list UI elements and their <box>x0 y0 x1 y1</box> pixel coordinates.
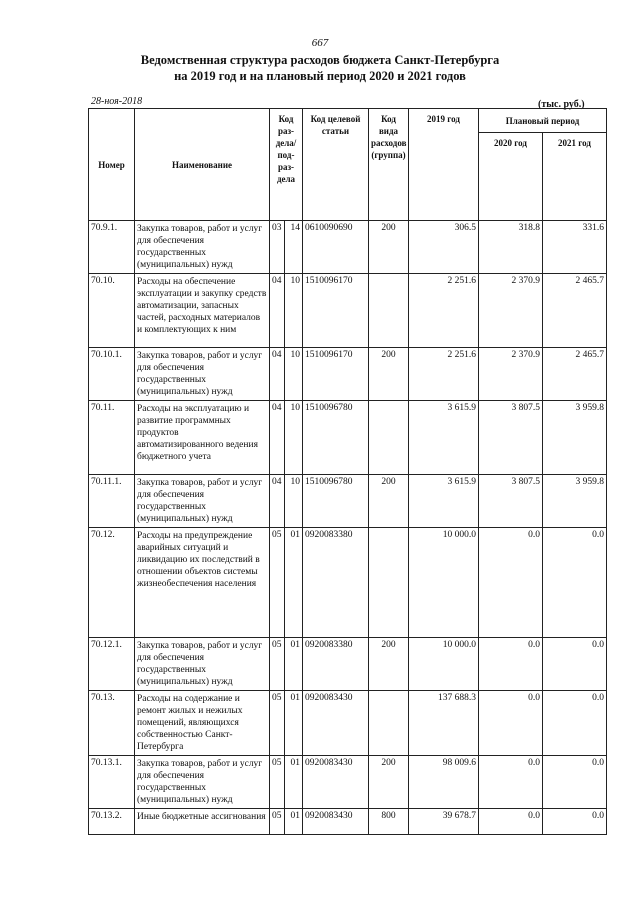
row-amount-2020: 0.0 <box>479 528 543 638</box>
row-section-code: 05 <box>270 809 285 835</box>
row-target-code: 0920083430 <box>303 691 369 756</box>
row-amount-2019: 3 615.9 <box>409 475 479 528</box>
row-amount-2020: 0.0 <box>479 756 543 809</box>
row-amount-2021: 0.0 <box>543 691 607 756</box>
row-amount-2021: 0.0 <box>543 638 607 691</box>
row-amount-2021: 2 465.7 <box>543 274 607 348</box>
table-row <box>89 809 607 835</box>
row-section-code: 04 <box>270 475 285 528</box>
row-target-code: 1510096780 <box>303 401 369 475</box>
header-target-code: Код целевой статьи <box>303 109 369 221</box>
table-row <box>89 401 607 475</box>
header-2020: 2020 год <box>479 133 543 221</box>
row-amount-2021: 0.0 <box>543 756 607 809</box>
row-name: Расходы на обеспечение эксплуатации и закупку средств автоматизации, запасных частей, расходных материалов и комплектующих к ним <box>135 274 270 348</box>
row-amount-2019: 39 678.7 <box>409 809 479 835</box>
row-expense-type: 200 <box>369 475 409 528</box>
row-number: 70.13. <box>89 691 135 756</box>
row-number: 70.11.1. <box>89 475 135 528</box>
row-amount-2019: 3 615.9 <box>409 401 479 475</box>
row-subsection-code: 01 <box>285 638 303 691</box>
row-amount-2021: 3 959.8 <box>543 401 607 475</box>
row-name: Закупка товаров, работ и услуг для обеспечения государственных (муниципальных) нужд <box>135 638 270 691</box>
row-subsection-code: 10 <box>285 401 303 475</box>
row-name: Закупка товаров, работ и услуг для обеспечения государственных (муниципальных) нужд <box>135 221 270 274</box>
row-amount-2020: 3 807.5 <box>479 401 543 475</box>
document-title <box>0 52 640 84</box>
header-2019: 2019 год <box>409 109 479 221</box>
table-row <box>89 756 607 809</box>
row-amount-2019: 306.5 <box>409 221 479 274</box>
row-subsection-code: 10 <box>285 475 303 528</box>
header-planned-period: Плановый период <box>479 109 607 133</box>
header-name: Наименование <box>135 109 270 221</box>
row-section-code: 04 <box>270 348 285 401</box>
row-expense-type: 200 <box>369 756 409 809</box>
header-expense-type: Код вида расходов (группа) <box>369 109 409 221</box>
row-amount-2020: 0.0 <box>479 809 543 835</box>
row-section-code: 05 <box>270 691 285 756</box>
row-amount-2020: 2 370.9 <box>479 274 543 348</box>
row-subsection-code: 10 <box>285 348 303 401</box>
row-subsection-code: 01 <box>285 809 303 835</box>
units-label: (тыс. руб.) <box>538 99 585 110</box>
row-name: Расходы на содержание и ремонт жилых и нежилых помещений, являющихся собственностью Санкт-Петербурга <box>135 691 270 756</box>
row-number: 70.11. <box>89 401 135 475</box>
header-number: Номер <box>89 109 135 221</box>
row-amount-2019: 2 251.6 <box>409 274 479 348</box>
row-target-code: 0920083430 <box>303 756 369 809</box>
row-expense-type: 200 <box>369 638 409 691</box>
header-2021: 2021 год <box>543 133 607 221</box>
table-row <box>89 348 607 401</box>
row-number: 70.10. <box>89 274 135 348</box>
row-name: Закупка товаров, работ и услуг для обеспечения государственных (муниципальных) нужд <box>135 756 270 809</box>
row-amount-2021: 2 465.7 <box>543 348 607 401</box>
row-amount-2021: 0.0 <box>543 809 607 835</box>
row-amount-2021: 3 959.8 <box>543 475 607 528</box>
row-expense-type: 200 <box>369 348 409 401</box>
title-line-2: на 2019 год и на плановый период 2020 и 2021 годов <box>174 69 466 83</box>
row-amount-2021: 331.6 <box>543 221 607 274</box>
table-row <box>89 638 607 691</box>
row-name: Закупка товаров, работ и услуг для обеспечения государственных (муниципальных) нужд <box>135 348 270 401</box>
row-subsection-code: 01 <box>285 528 303 638</box>
page-number: 667 <box>311 37 329 49</box>
row-number: 70.9.1. <box>89 221 135 274</box>
row-target-code: 0610090690 <box>303 221 369 274</box>
row-amount-2019: 2 251.6 <box>409 348 479 401</box>
row-amount-2021: 0.0 <box>543 528 607 638</box>
row-amount-2019: 137 688.3 <box>409 691 479 756</box>
header-section-code: Код раз- дела/ под- раз- дела <box>270 109 303 221</box>
row-section-code: 04 <box>270 401 285 475</box>
row-expense-type <box>369 528 409 638</box>
row-amount-2019: 10 000.0 <box>409 638 479 691</box>
document-date: 28-ноя-2018 <box>91 96 143 107</box>
row-expense-type: 800 <box>369 809 409 835</box>
row-target-code: 0920083430 <box>303 809 369 835</box>
row-name: Расходы на предупреждение аварийных ситуаций и ликвидацию их последствий в отношении объектов системы жизнеобеспечения населения <box>135 528 270 638</box>
row-amount-2019: 10 000.0 <box>409 528 479 638</box>
row-target-code: 0920083380 <box>303 638 369 691</box>
title-line-1: Ведомственная структура расходов бюджета Санкт-Петербурга <box>140 53 500 67</box>
row-amount-2020: 3 807.5 <box>479 475 543 528</box>
row-number: 70.12. <box>89 528 135 638</box>
row-expense-type <box>369 401 409 475</box>
table-row <box>89 691 607 756</box>
row-target-code: 1510096170 <box>303 274 369 348</box>
table-row <box>89 528 607 638</box>
table-row <box>89 475 607 528</box>
row-amount-2020: 0.0 <box>479 638 543 691</box>
row-subsection-code: 14 <box>285 221 303 274</box>
row-subsection-code: 10 <box>285 274 303 348</box>
row-amount-2020: 0.0 <box>479 691 543 756</box>
row-name: Расходы на эксплуатацию и развитие программных продуктов автоматизированного ведения бюджетного учета <box>135 401 270 475</box>
row-name: Закупка товаров, работ и услуг для обеспечения государственных (муниципальных) нужд <box>135 475 270 528</box>
row-number: 70.13.2. <box>89 809 135 835</box>
row-subsection-code: 01 <box>285 691 303 756</box>
row-number: 70.13.1. <box>89 756 135 809</box>
table-row <box>89 274 607 348</box>
row-number: 70.10.1. <box>89 348 135 401</box>
budget-table <box>88 108 607 835</box>
row-section-code: 05 <box>270 756 285 809</box>
row-target-code: 0920083380 <box>303 528 369 638</box>
row-amount-2019: 98 009.6 <box>409 756 479 809</box>
row-expense-type <box>369 274 409 348</box>
row-target-code: 1510096780 <box>303 475 369 528</box>
row-section-code: 05 <box>270 638 285 691</box>
row-section-code: 03 <box>270 221 285 274</box>
row-subsection-code: 01 <box>285 756 303 809</box>
row-target-code: 1510096170 <box>303 348 369 401</box>
table-row <box>89 221 607 274</box>
row-number: 70.12.1. <box>89 638 135 691</box>
row-section-code: 05 <box>270 528 285 638</box>
row-amount-2020: 318.8 <box>479 221 543 274</box>
row-expense-type: 200 <box>369 221 409 274</box>
row-section-code: 04 <box>270 274 285 348</box>
row-amount-2020: 2 370.9 <box>479 348 543 401</box>
row-name: Иные бюджетные ассигнования <box>135 809 270 835</box>
row-expense-type <box>369 691 409 756</box>
